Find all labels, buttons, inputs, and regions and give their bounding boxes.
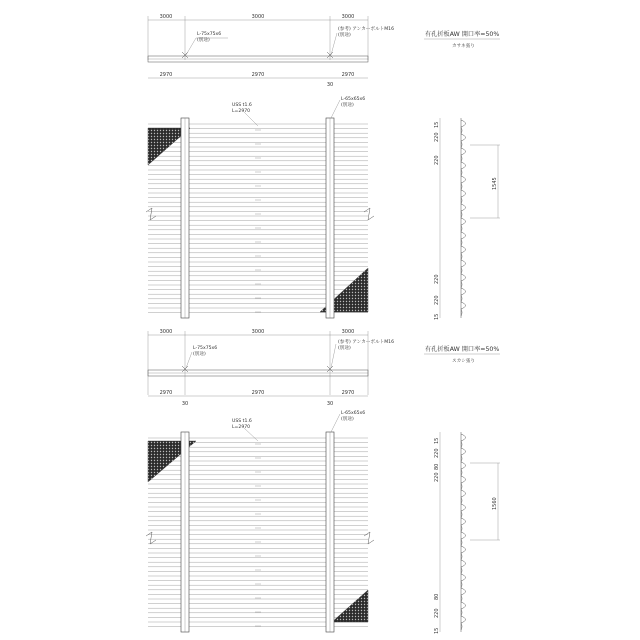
svg-text:(別途): (別途) [193, 352, 206, 357]
svg-text:15: 15 [434, 121, 440, 128]
panel-note: USS t1.6 [232, 103, 252, 108]
svg-text:2970: 2970 [341, 390, 355, 396]
anchor-note: (参考) アンカーボルトM16 [338, 340, 395, 345]
dim-bottom-3: 2970 [341, 72, 355, 78]
svg-text:220: 220 [434, 608, 440, 618]
svg-text:L=2970: L=2970 [232, 109, 251, 114]
dim-top-3: 3000 [341, 14, 355, 20]
lower-subtitle: スカシ張り [452, 359, 475, 364]
dim-top-2: 3000 [251, 14, 265, 20]
break-right [364, 208, 374, 220]
angle-note: L-75x75x6 [197, 32, 222, 37]
perforated-detail-bottom [332, 590, 368, 622]
svg-text:(別途): (別途) [341, 103, 354, 108]
svg-text:15: 15 [434, 627, 440, 634]
svg-text:220: 220 [434, 472, 440, 482]
lower-plan-view [148, 329, 394, 407]
svg-text:80: 80 [434, 593, 440, 600]
dim-bottom-2: 2970 [251, 72, 265, 78]
panel-note: USS t1.6 [232, 419, 252, 424]
upper-plan-view [148, 14, 394, 88]
svg-text:3000: 3000 [341, 329, 355, 335]
svg-text:(別途): (別途) [197, 38, 210, 43]
svg-text:L=2970: L=2970 [232, 425, 251, 430]
dim-sub: 30 [326, 82, 334, 88]
svg-text:220: 220 [434, 155, 440, 165]
section-span: 1560 [492, 497, 498, 510]
svg-text:220: 220 [434, 295, 440, 305]
svg-text:3000: 3000 [159, 329, 173, 335]
anchor-note: (参考) アンカーボルトM16 [338, 27, 395, 32]
angle-note-elev: L-65x65x6 [341, 97, 366, 102]
section-profile [461, 434, 466, 630]
svg-text:(別途): (別途) [338, 346, 351, 351]
angle-note: L-75x75x6 [193, 346, 218, 351]
lower-title: 有孔折板AW 開口率=50% [425, 346, 500, 353]
lower-section-view [424, 345, 500, 634]
upper-title: 有孔折板AW 開口率=50% [425, 31, 500, 38]
angle-note-elev: L-65x65x6 [341, 411, 366, 416]
svg-text:15: 15 [434, 313, 440, 320]
break-left [146, 208, 156, 220]
upper-section-view [424, 30, 500, 320]
svg-text:220: 220 [434, 448, 440, 458]
section-profile [461, 120, 466, 316]
section-span: 1545 [492, 177, 498, 190]
svg-text:220: 220 [434, 132, 440, 142]
svg-text:80: 80 [434, 463, 440, 470]
svg-text:220: 220 [434, 274, 440, 284]
svg-text:15: 15 [434, 437, 440, 444]
svg-text:2970: 2970 [251, 390, 265, 396]
svg-text:3000: 3000 [251, 329, 265, 335]
upper-elevation-view [146, 96, 374, 318]
upper-subtitle: カサネ張り [452, 44, 475, 49]
svg-text:2970: 2970 [159, 390, 173, 396]
svg-text:(別途): (別途) [341, 417, 354, 422]
svg-text:(別途): (別途) [338, 33, 351, 38]
svg-text:30: 30 [326, 401, 334, 407]
svg-text:30: 30 [181, 401, 189, 407]
dim-bottom-1: 2970 [159, 72, 173, 78]
dim-top-1: 3000 [159, 14, 173, 20]
lower-elevation-view [146, 410, 374, 632]
